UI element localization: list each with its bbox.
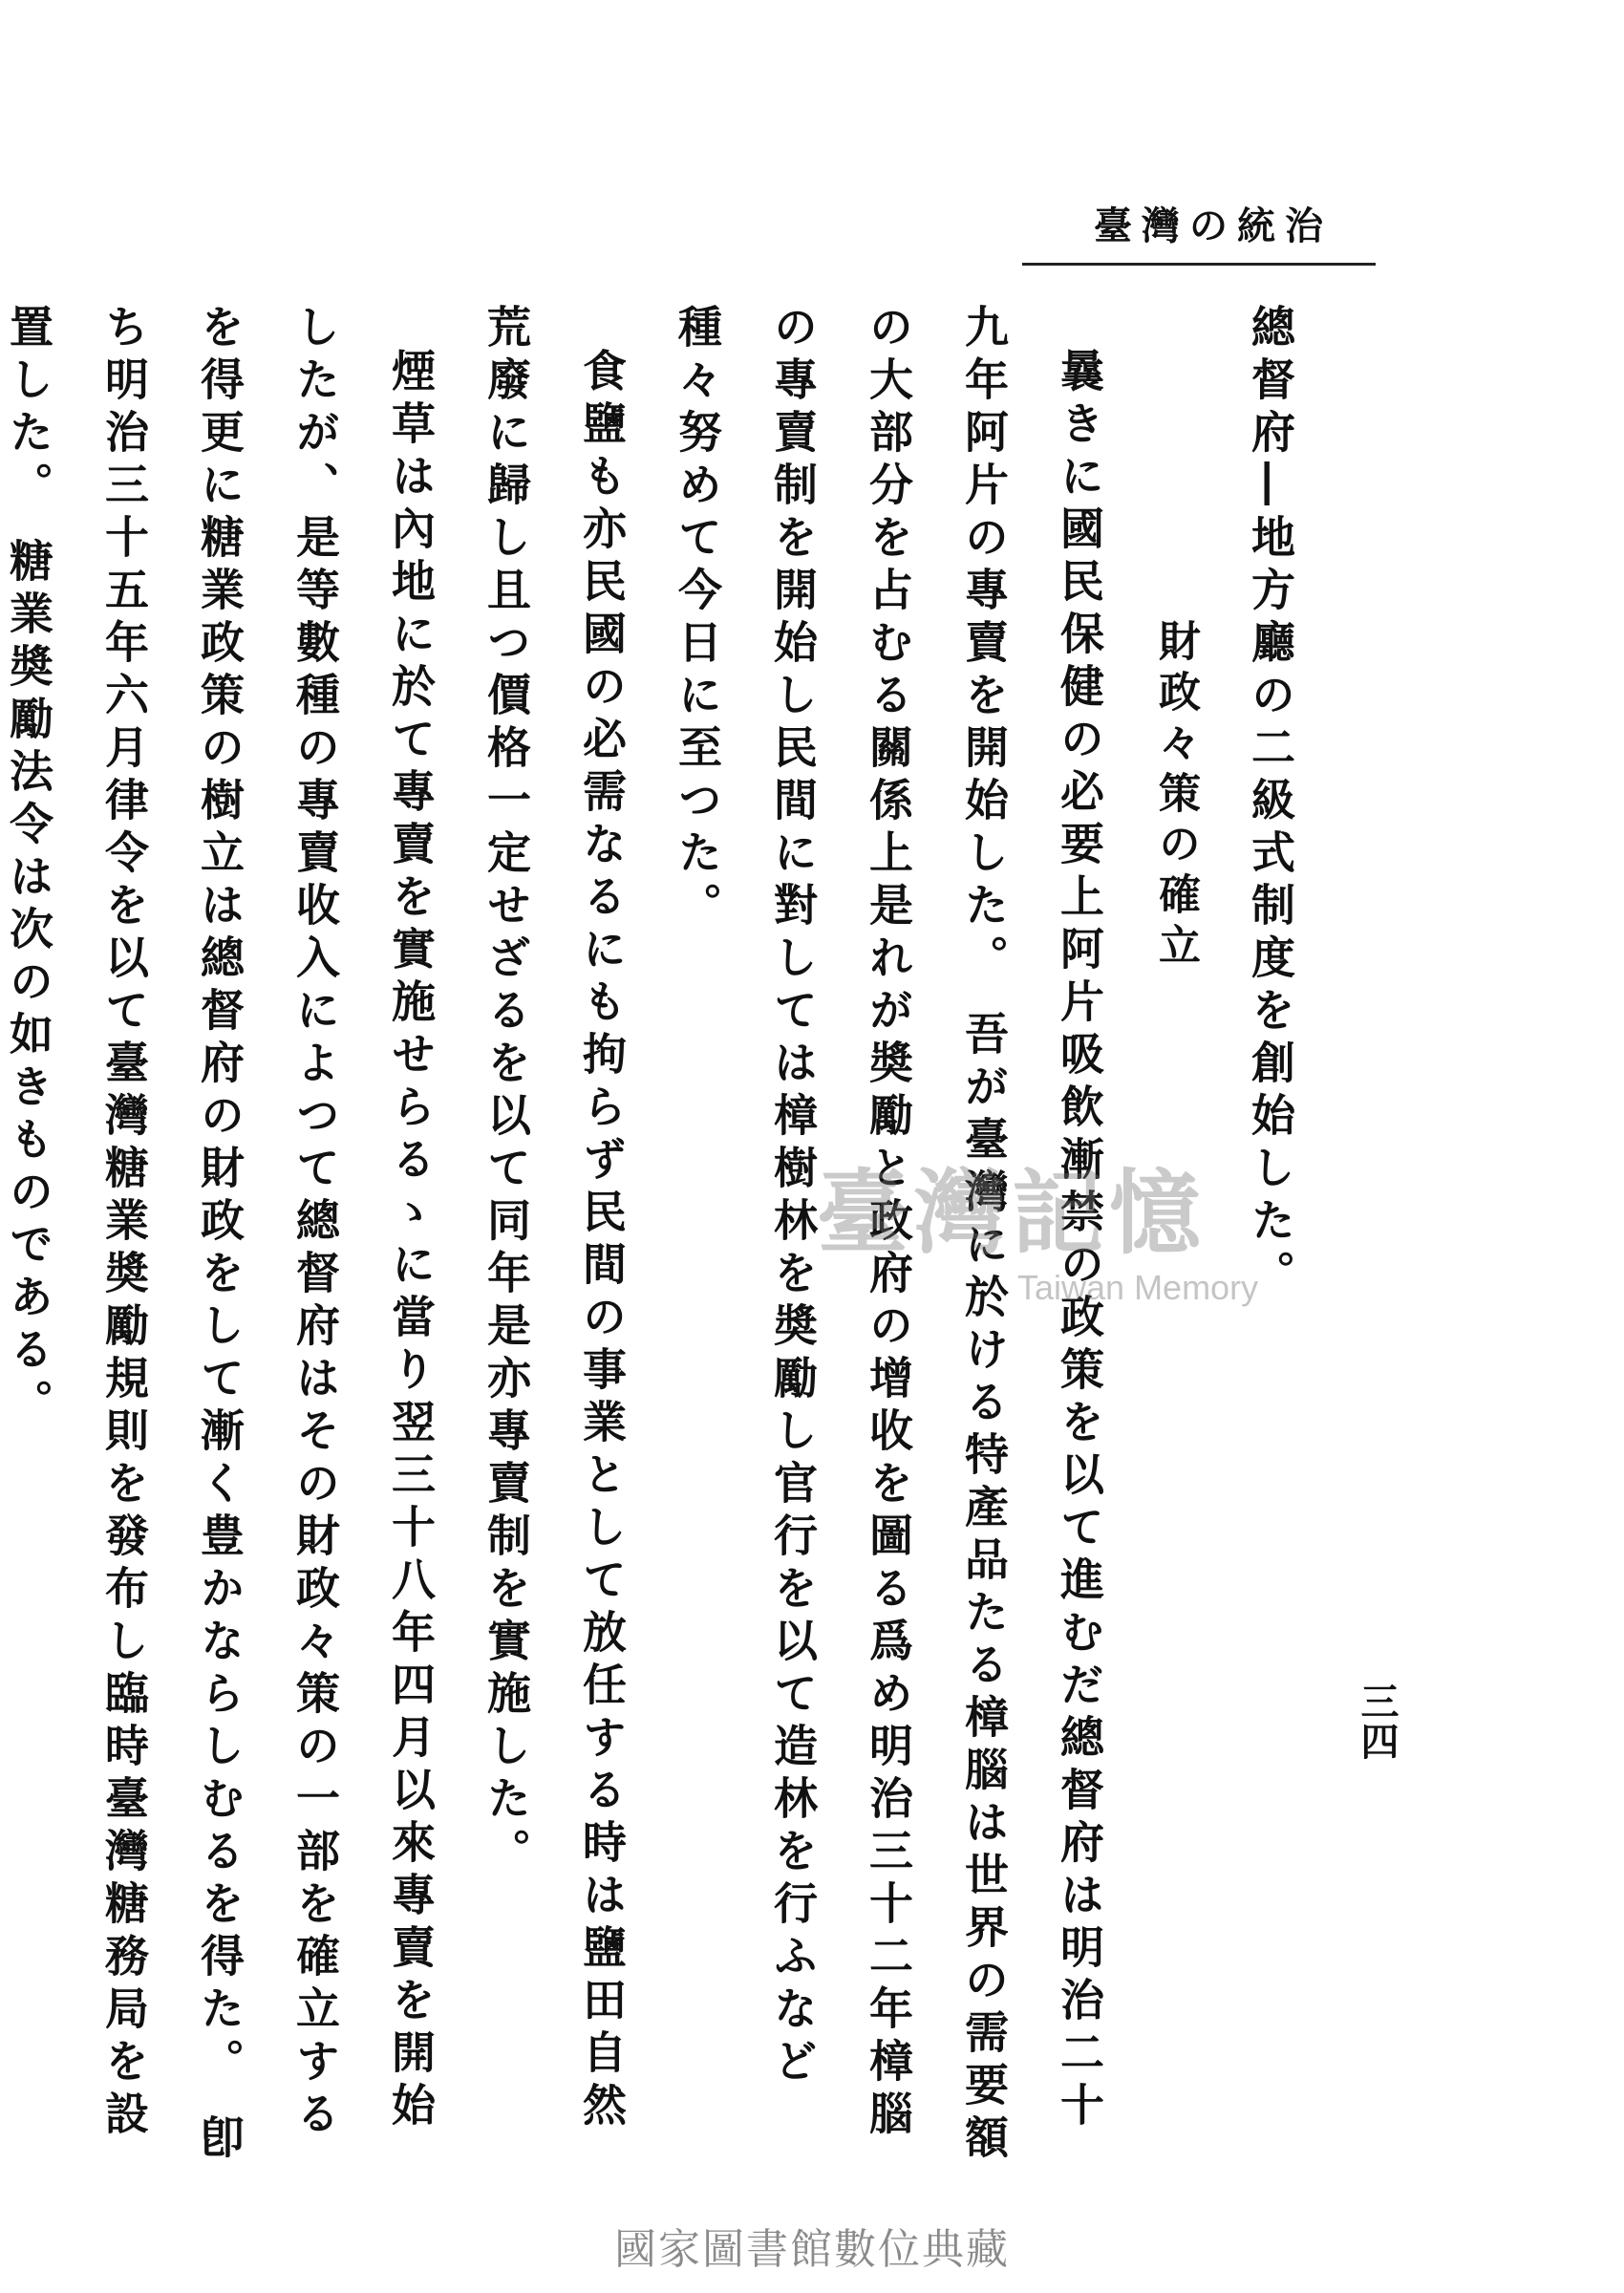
body-text	[0, 304, 1318, 2176]
paragraph-salt: 食鹽も亦民國の必需なるにも拘らず民間の事業として放任する時は鹽田自然荒廢に歸し且つ價格一定せざるを以て同年是亦專賣制を實施した。	[481, 304, 628, 2134]
paragraph-tobacco-sugar: 煙草は內地に於て專賣を實施せらるゝに當り翌三十八年四月以來專賣を開始したが、是等數種の專賣收入によつて總督府はその財政々策の一部を確立するを得更に糖業政策の樹立は總督府の財政をして漸く豊かならしむるを得た。 卽ち明治三十五年六月律令を以て臺灣糖業奬勵規則を發布し臨時臺灣糖務局を設置した。 糖業奬勵法令は次の如きものである。	[3, 304, 437, 2168]
watermark-latin: Taiwan Memory	[1017, 1268, 1259, 1307]
page-number: 三四	[1355, 1682, 1400, 1762]
paragraph-continuation: 總督府―地方廳の二級式制度を創始した。	[1245, 304, 1296, 1302]
paragraph-opium-camphor: 曩きに國民保健の必要上阿片吸飲漸禁の政策を以て進むだ總督府は明治二十九年阿片の專賣を開始した。 吾が臺灣に於ける特產品たる樟腦は世界の需要額の大部分を占むる關係上是れが奬勵と政府の增收を圖る爲め明治三十二年樟腦の專賣制を開始し民間に對しては樟樹林を奬勵し官行を以て造林を行ふなど種々努めて今日に至つた。	[672, 304, 1105, 2168]
watermark-chars: 臺灣記憶	[817, 1159, 1207, 1267]
header-rule	[1022, 263, 1376, 266]
section-heading: 財政々策の確立	[1151, 619, 1200, 974]
footer-credit: 國家圖書館數位典藏	[614, 2225, 1010, 2274]
running-head: 臺灣の統治	[1094, 204, 1333, 248]
